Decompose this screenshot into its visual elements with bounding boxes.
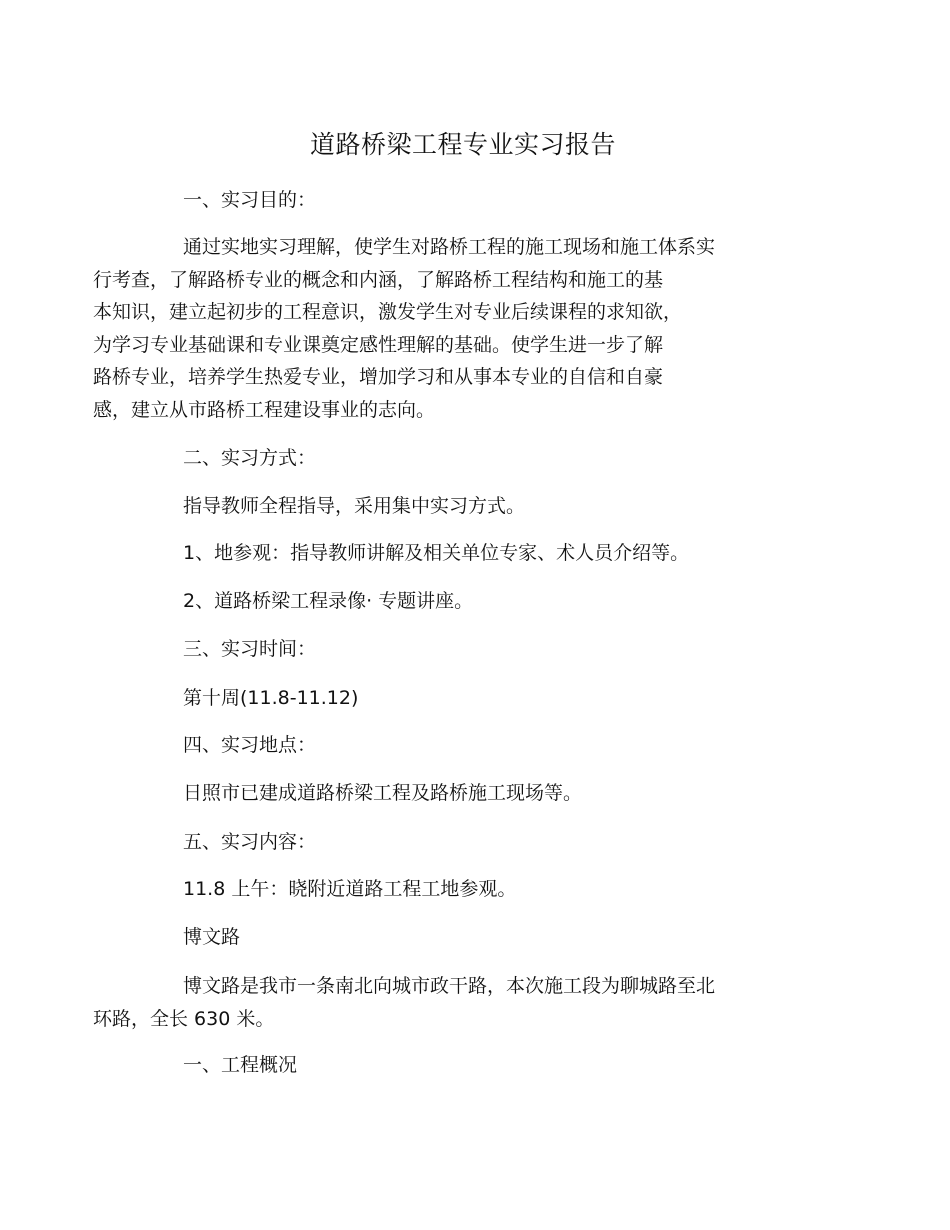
paragraph-line: 路桥专业，培养学生热爱专业，增加学习和从事本专业的自信和自豪 [93,366,664,389]
road-paragraph [93,970,778,1035]
section-heading-time: 三、实习时间： [183,638,317,660]
paragraph-line: 感，建立从市路桥工程建设事业的志向。 [93,398,436,421]
document-title: 道路桥梁工程专业实习报告 [309,130,616,159]
road-name: 博文路 [183,926,241,948]
section-heading-overview: 一、工程概况 [183,1054,298,1076]
section-heading-place: 四、实习地点： [183,734,317,756]
section-heading-method: 二、实习方式： [183,447,317,469]
section-heading-purpose: 一、实习目的： [183,189,317,211]
paragraph-line: 通过实地实习理解，使学生对路桥工程的施工现场和施工体系实 [183,236,716,258]
section-heading-content: 五、实习内容： [183,831,317,853]
method-item-video: 2、道路桥梁工程录像· 专题讲座。 [183,590,474,612]
method-text: 指导教师全程指导，采用集中实习方式。 [183,495,526,517]
time-text: 第十周(11.8-11.12) [183,687,359,709]
paragraph-line: 本知识，建立起初步的工程意识，激发学生对专业后续课程的求知欲， [93,301,683,324]
place-text: 日照市已建成道路桥梁工程及路桥施工现场等。 [183,782,583,804]
paragraph-line: 博文路是我市一条南北向城市政干路，本次施工段为聊城路至北 [183,975,716,997]
paragraph-line: 行考查，了解路桥专业的概念和内涵，了解路桥工程结构和施工的基 [93,268,664,291]
content-item: 11.8 上午：晓附近道路工程工地参观。 [183,878,517,900]
purpose-paragraph [93,231,778,427]
paragraph-line: 为学习专业基础课和专业课奠定感性理解的基础。使学生进一步了解 [93,333,664,356]
method-item-visit: 1、地参观：指导教师讲解及相关单位专家、术人员介绍等。 [183,542,690,564]
paragraph-line: 环路，全长 630 米。 [93,1007,275,1030]
